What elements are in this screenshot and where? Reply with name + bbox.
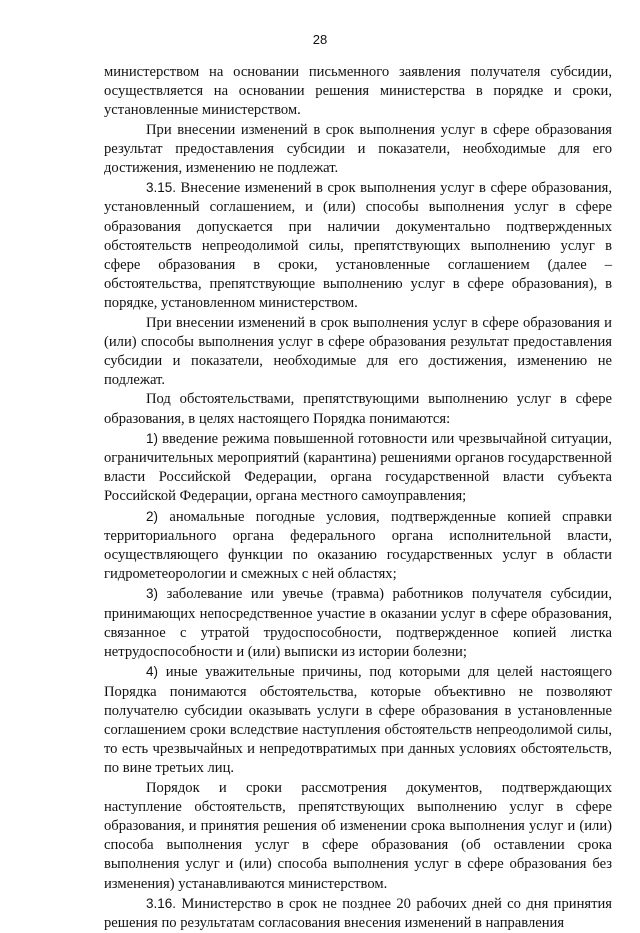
paragraph-clause-3-16 [104, 894, 612, 933]
paragraph-text: Под обстоятельствами, препятствующими выполнению услуг в сфере образования, в целях настоящего Порядка понимаются: [104, 391, 612, 427]
list-item-2 [104, 507, 612, 585]
list-item-4 [104, 662, 612, 778]
clause-number: 3.15. [146, 180, 177, 196]
list-item-1 [104, 429, 612, 507]
list-item-number: 4) [146, 664, 159, 680]
paragraph-text: введение режима повышенной готовности или чрезвычайной ситуации, ограничительных мероприятий (карантина) решениями органов государственной власти Российской Федерации, органа государственной власти субъекта Российской Федерации, органа местного самоуправления; [104, 430, 612, 505]
document-body [104, 63, 612, 933]
clause-number: 3.16. [146, 895, 177, 911]
paragraph [104, 121, 612, 179]
paragraph-text: При внесении изменений в срок выполнения услуг в сфере образования и (или) способы выполнения услуг в сфере образования результат предоставления субсидии и показатели, необходимые для его достижения, изменению не подлежат. [104, 314, 612, 389]
list-item-number: 2) [146, 508, 159, 524]
paragraph-text: иные уважительные причины, под которыми для целей настоящего Порядка понимаются обстоятельства, которые объективно не позволяют получателю субсидии оказывать услуги в сфере образования в установленные соглашением сроки вследствие наступления обстоятельств непреодолимой силы, то есть чрезвычайных и непредотвратимых при данных условиях обстоятельств, по вине третьих лиц. [104, 664, 612, 777]
list-item-number: 3) [146, 586, 159, 602]
paragraph [104, 779, 612, 894]
paragraph-text: аномальные погодные условия, подтвержденные копией справки территориального органа федерального органа исполнительной власти, осуществляющего функции по оказанию государственных услуг в области гидрометеорологии и смежных с ней областях; [104, 508, 612, 583]
paragraph-text: заболевание или увечье (травма) работников получателя субсидии, принимающих непосредственное участие в оказании услуг в сфере образования, связанное с утратой трудоспособности, подтвержденное копией листка нетрудоспособности и (или) выписки из истории болезни; [104, 586, 612, 661]
list-item-3 [104, 584, 612, 662]
paragraph [104, 314, 612, 391]
paragraph-text: министерством на основании письменного заявления получателя субсидии, осуществляется на основании решения министерства в порядке и сроки, установленные министерством. [104, 64, 612, 119]
paragraph-text: Порядок и сроки рассмотрения документов, подтверждающих наступление обстоятельств, препятствующих выполнению услуг в сфере образования, и принятия решения об изменении срока выполнения услуг и (или) способа выполнения услуг в сфере образования (об оставлении срока выполнения услуг и (или) способа выполнения услуг в сфере образования без изменения) устанавливаются министерством. [104, 779, 612, 892]
paragraph-continuation [104, 63, 612, 121]
page-number: 28 [312, 32, 328, 47]
paragraph-text: Министерство в срок не позднее 20 рабочих дней со дня принятия решения по результатам согласования внесения изменений в направления [104, 895, 612, 931]
paragraph [104, 390, 612, 428]
paragraph-text: При внесении изменений в срок выполнения услуг в сфере образования результат предоставления субсидии и показатели, необходимые для его достижения, изменению не подлежат. [104, 121, 612, 177]
list-item-number: 1) [146, 430, 159, 446]
paragraph-text: Внесение изменений в срок выполнения услуг в сфере образования, установленный соглашением, и (или) способы выполнения услуг в сфере образования допускается при наличии документально подтвержденных обстоятельств непреодолимой силы, препятствующих выполнению услуг в сфере образования в сроки, установленные соглашением (далее – обстоятельства, препятствующие выполнению услуг в сфере образования), в порядке, установленном министерством. [104, 180, 612, 312]
paragraph-clause-3-15 [104, 178, 612, 313]
